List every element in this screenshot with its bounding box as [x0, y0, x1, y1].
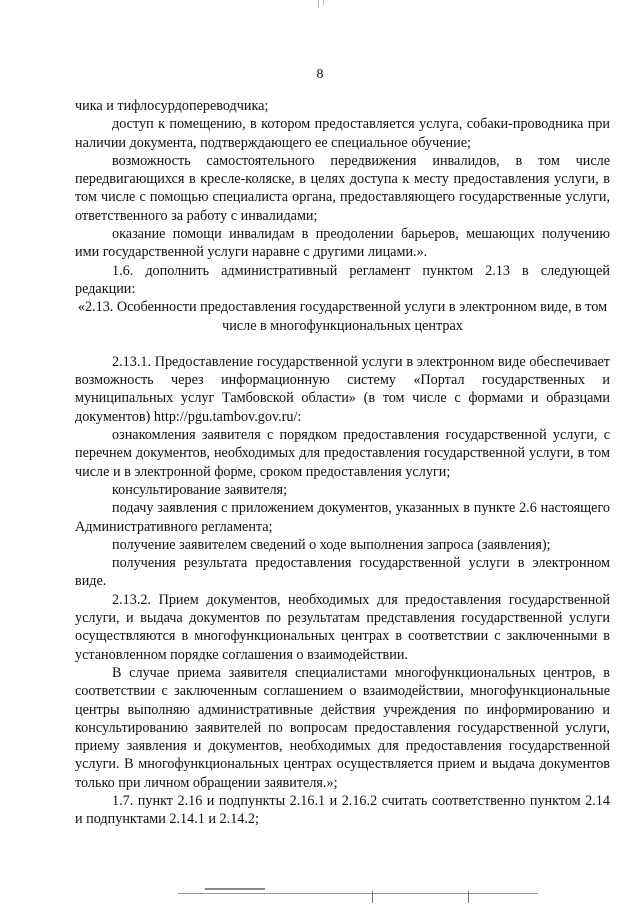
paragraph: получения результата предоставления государственной услуги в электронном виде.	[75, 555, 610, 590]
paragraph: получение заявителем сведений о ходе выполнения запроса (заявления);	[112, 536, 551, 553]
paragraph: подачу заявления с приложением документов, указанных в пункте 2.6 настоящего Административного регламента;	[75, 500, 610, 535]
paragraph: консультирование заявителя;	[112, 481, 288, 498]
section-heading: «2.13. Особенности предоставления государственной услуги в электронном виде, в том числе в многофункциональных центрах	[77, 299, 608, 334]
paragraph: 2.13.2. Прием документов, необходимых для предоставления государственной услуги, и выдача документов по результатам представления государственной услуги осуществляются в многофункциональных центрах в соответствии с заключенными в установленном порядке соглашения о взаимодействии.	[75, 591, 610, 663]
document-body	[75, 97, 610, 829]
page-number: 8	[316, 67, 324, 82]
paragraph: возможность самостоятельного передвижения инвалидов, в том числе передвигающихся в кресле-коляске, в целях доступа к месту предоставления услуги, в том числе с помощью специалиста органа, предоставляющего государственные услуги, ответственного за работу с инвалидами;	[75, 152, 610, 224]
scan-artifact	[323, 0, 324, 6]
paragraph: чика и тифлосурдопереводчика;	[75, 98, 269, 114]
scan-artifact	[372, 891, 373, 903]
paragraph: оказание помощи инвалидам в преодолении барьеров, мешающих получению ими государственной услуги наравне с другими лицами.».	[75, 226, 610, 261]
scan-artifact	[205, 888, 265, 890]
paragraph: доступ к помещению, в котором предоставляется услуга, собаки-проводника при наличии документа, подтверждающего ее специальное обучение;	[75, 116, 610, 151]
scan-artifact	[178, 893, 538, 894]
scan-artifact	[318, 0, 319, 8]
paragraph: ознакомления заявителя с порядком предоставления государственной услуги, с перечнем документов, необходимых для предоставления государственной услуги, в том числе и в электронной форме, сроком предоставления услуги;	[75, 427, 610, 480]
scan-artifact	[468, 891, 469, 903]
paragraph: 2.13.1. Предоставление государственной услуги в электронном виде обеспечивает возможность через информационную систему «Портал государственных и муниципальных услуг Тамбовской области» (в том числе с формами и образцами документов) http://pgu.tambov.gov.ru/:	[75, 353, 610, 425]
paragraph: 1.7. пункт 2.16 и подпункты 2.16.1 и 2.16.2 считать соответственно пунктом 2.14 и подпунктами 2.14.1 и 2.14.2;	[75, 792, 610, 828]
paragraph: В случае приема заявителя специалистами многофункциональных центров, в соответствии с заключенным соглашением о взаимодействии, многофункциональные центры выполняю административные действия учреждения по информированию и консультированию заявителей по вопросам предоставления государственной услуги, приему заявления и документов, необходимых для предоставления государственной услуги. В многофункциональных центрах осуществляется прием и выдача документов только при личном обращении заявителя.»;	[75, 664, 610, 791]
paragraph: 1.6. дополнить административный регламент пунктом 2.13 в следующей редакции:	[75, 262, 610, 297]
